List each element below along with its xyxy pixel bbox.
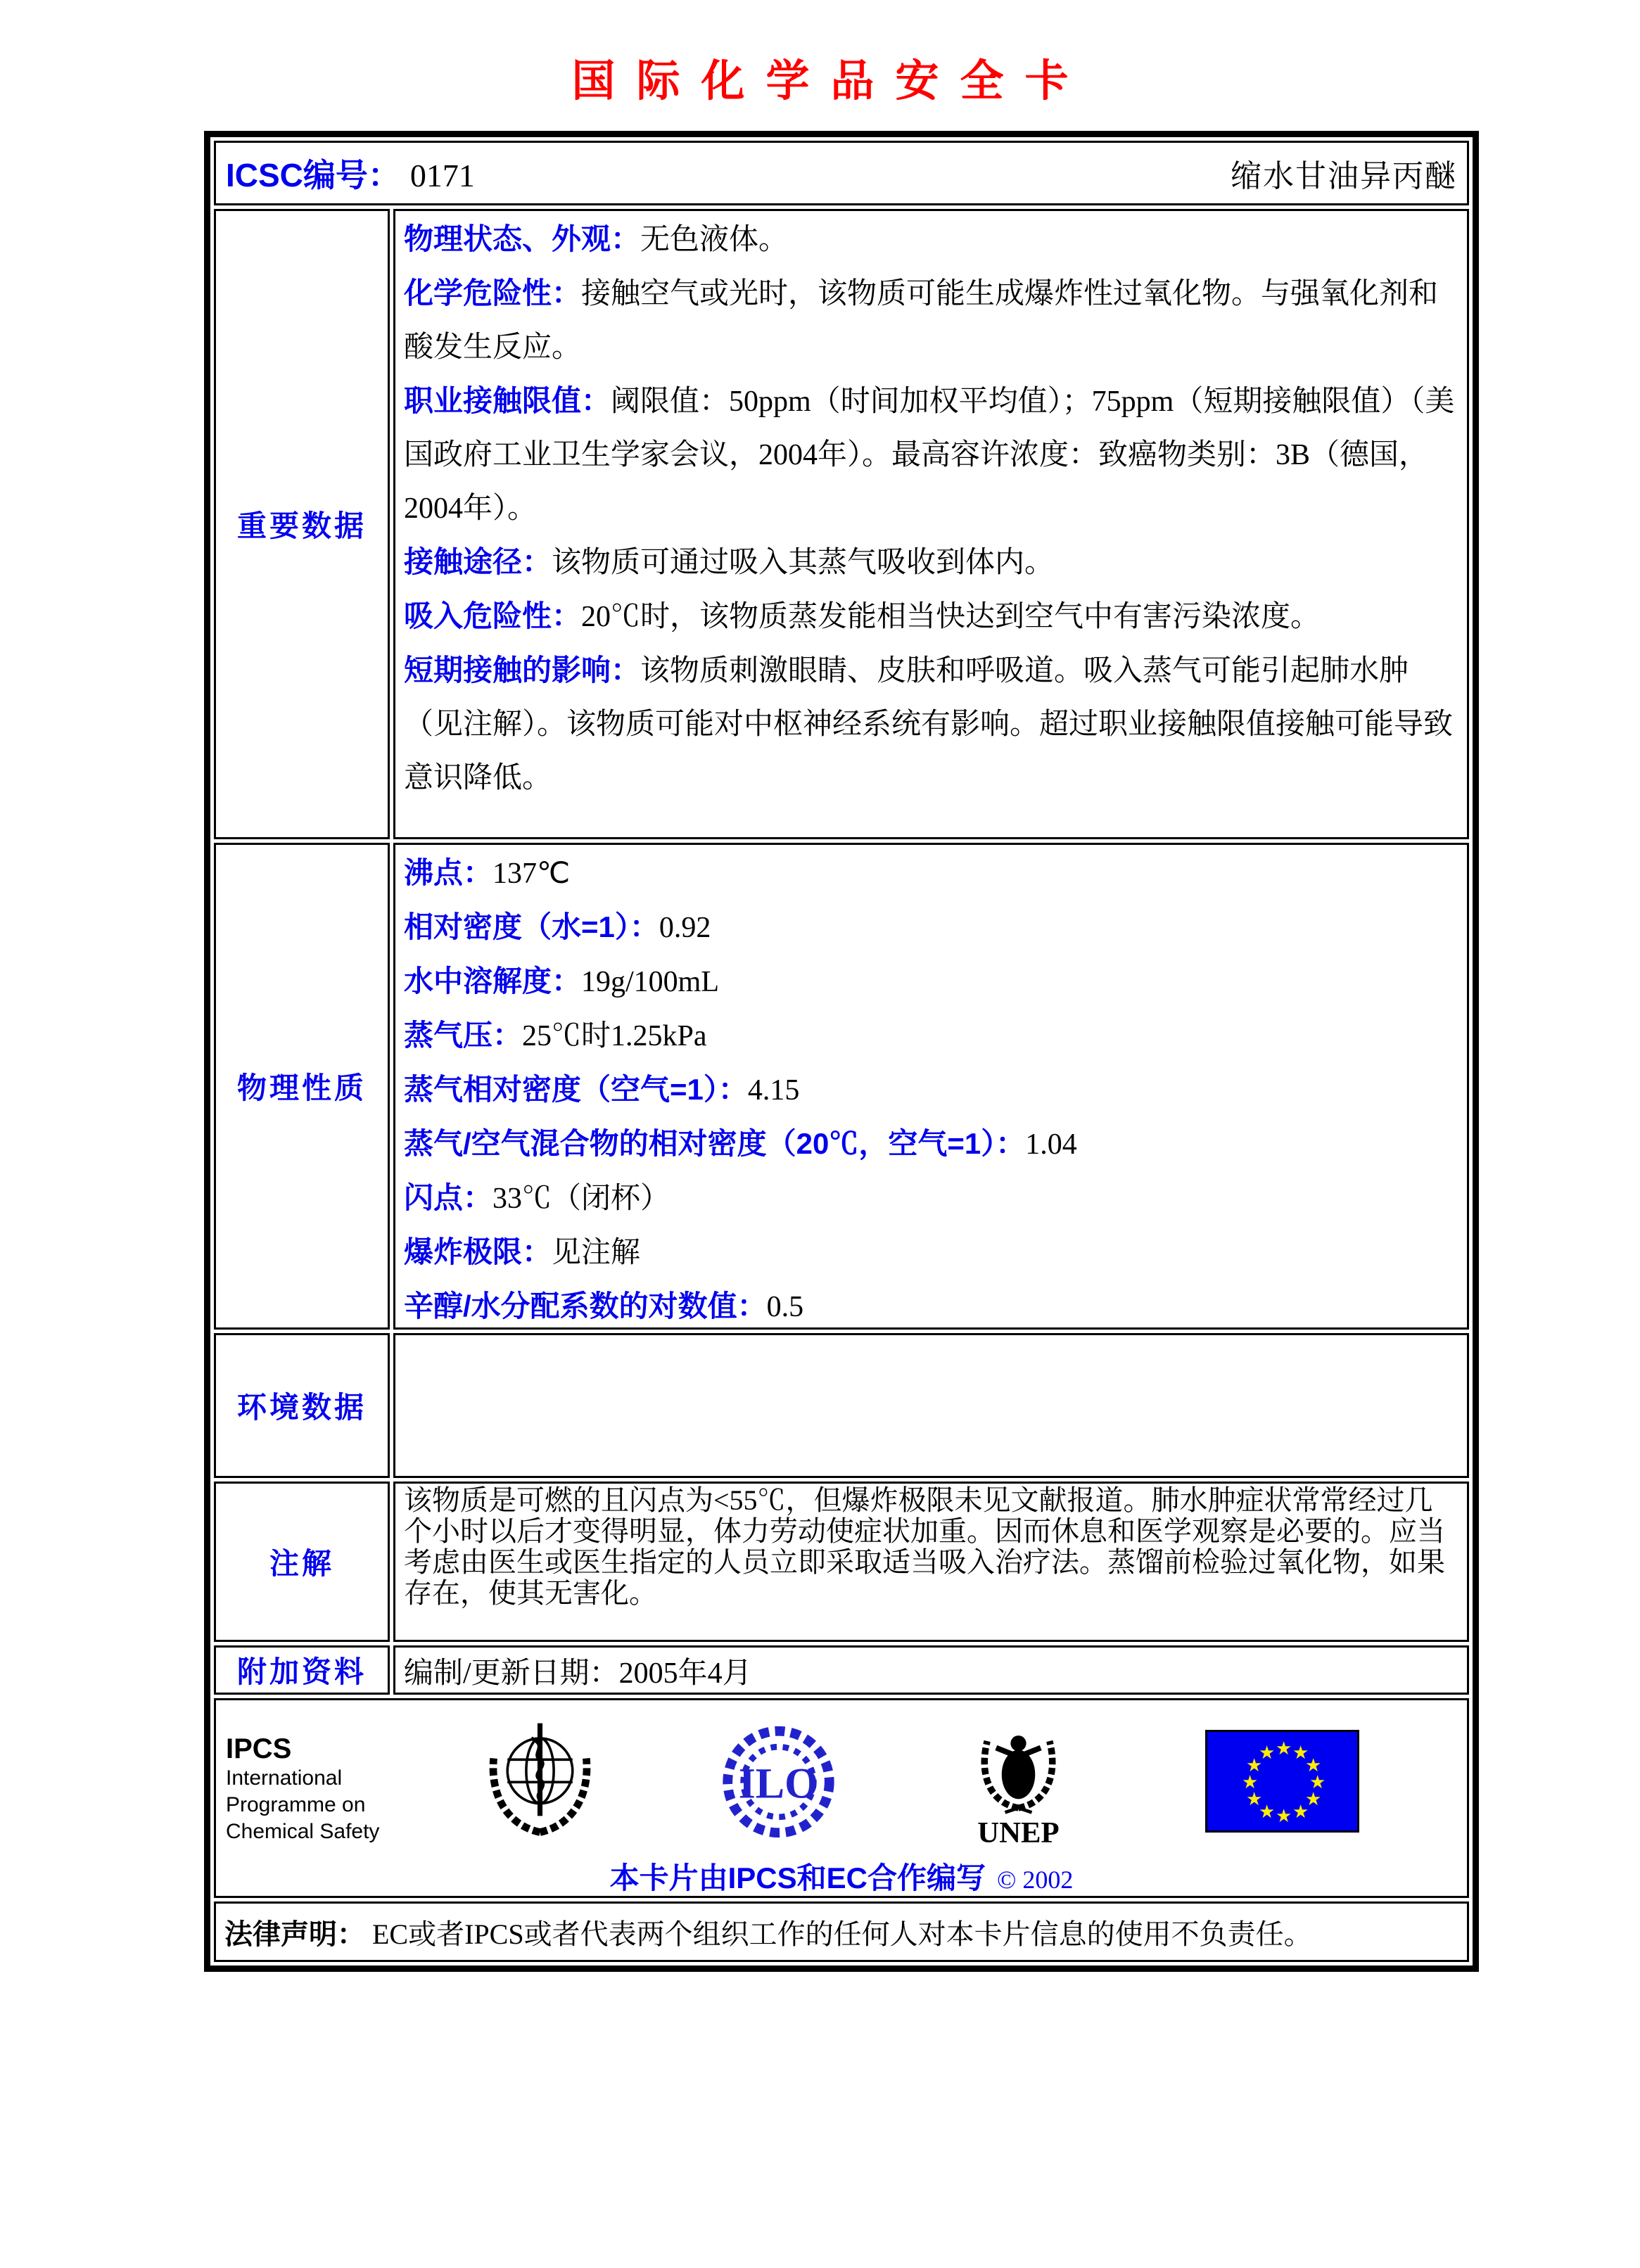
ipcs-line: Programme on — [226, 1793, 366, 1816]
physical-property-entry — [404, 1009, 1458, 1063]
important-data-entry — [404, 644, 1458, 805]
entry-label: 水中溶解度： — [404, 964, 582, 998]
unep-logo-icon — [957, 1714, 1080, 1848]
copyright-text: © 2002 — [997, 1866, 1074, 1894]
entry-text: 33℃（闭杯） — [492, 1183, 670, 1215]
unep-logo-text: UNEP — [977, 1816, 1060, 1848]
entry-label: 蒸气相对密度（空气=1）： — [404, 1073, 748, 1106]
important-data-entry — [404, 590, 1458, 644]
environmental-data-text — [395, 1335, 1467, 1476]
credit-text: 本卡片由IPCS和EC合作编写 — [609, 1861, 986, 1894]
ipcs-line: International — [226, 1766, 343, 1790]
important-data-entry — [404, 535, 1458, 590]
physical-property-entry — [404, 1171, 1458, 1225]
entry-label: 蒸气/空气混合物的相对密度（20℃，空气=1）： — [404, 1127, 1026, 1160]
entry-text: 20℃时，该物质蒸发能相当快达到空气中有害污染浓度。 — [581, 601, 1321, 633]
entry-label: 沸点： — [404, 856, 493, 889]
section-label-important-data: 重要数据 — [236, 509, 367, 542]
section-label-environmental-data: 环境数据 — [236, 1391, 367, 1424]
notes-content-cell — [393, 1482, 1469, 1642]
credit-line — [216, 1855, 1467, 1897]
entry-text: 1.04 — [1025, 1128, 1077, 1161]
physical-properties-label-cell — [214, 843, 390, 1330]
entry-label: 接触途径： — [404, 545, 552, 578]
additional-info-text: 编制/更新日期：2005年4月 — [404, 1657, 752, 1690]
additional-info-row — [214, 1645, 1469, 1695]
header-cell — [214, 141, 1469, 205]
section-label-physical-properties: 物理性质 — [236, 1071, 367, 1104]
notes-row — [214, 1482, 1469, 1642]
ilo-logo-text: ILO — [738, 1759, 819, 1808]
header-row — [214, 141, 1469, 205]
important-data-row — [214, 209, 1469, 839]
section-label-additional-info: 附加资料 — [236, 1655, 367, 1688]
important-data-entry — [404, 212, 1458, 267]
physical-property-entry — [404, 1063, 1458, 1117]
entry-label: 爆炸极限： — [404, 1235, 552, 1268]
physical-property-entry — [404, 900, 1458, 955]
entry-label: 辛醇/水分配系数的对数值： — [404, 1289, 767, 1323]
ipcs-abbr: IPCS — [226, 1733, 292, 1764]
legal-label: 法律声明： — [224, 1918, 365, 1950]
environmental-data-label-cell — [214, 1333, 390, 1478]
entry-label: 闪点： — [404, 1181, 493, 1214]
entry-text: 该物质刺激眼睛、皮肤和呼吸道。吸入蒸气可能引起肺水肿（见注解）。该物质可能对中枢神经系统有影响。超过职业接触限值接触可能导致意识降低。 — [404, 655, 1454, 794]
environmental-data-content-cell — [393, 1333, 1469, 1478]
important-data-entry — [404, 267, 1458, 374]
icsc-number-group — [226, 150, 475, 196]
eu-flag-icon: ★ ★ ★ ★ ★ ★ ★ ★ ★ ★ ★ ★ — [1205, 1730, 1359, 1833]
ipcs-line: Chemical Safety — [226, 1820, 380, 1843]
physical-properties-content-cell — [393, 843, 1469, 1330]
entry-label: 相对密度（水=1）： — [404, 910, 659, 943]
physical-property-entry — [404, 1225, 1458, 1280]
physical-properties-row — [214, 843, 1469, 1330]
entry-text: 19g/100mL — [581, 966, 720, 998]
icsc-number-value: 0171 — [409, 158, 475, 193]
entry-text: 0.92 — [659, 912, 711, 944]
icsc-number-label: ICSC编号： — [226, 157, 400, 193]
important-data-entry — [404, 374, 1458, 535]
entry-label: 蒸气压： — [404, 1019, 523, 1052]
entry-text: 25℃时1.25kPa — [522, 1020, 707, 1052]
physical-property-entry — [404, 1280, 1458, 1330]
footer-row — [214, 1698, 1469, 1898]
chemical-name: 缩水甘油异丙醚 — [1231, 159, 1457, 193]
section-label-notes: 注解 — [269, 1547, 334, 1580]
ipcs-text-block — [226, 1733, 379, 1845]
entry-text: 阈限值：50ppm（时间加权平均值）；75ppm（短期接触限值）（美国政府工业卫生学家会议，2004年）。最高容许浓度：致癌物类别：3B（德国，2004年）。 — [404, 386, 1455, 525]
entry-text: 4.15 — [747, 1074, 800, 1107]
icsc-card-table — [204, 131, 1479, 1972]
entry-text: 0.5 — [766, 1291, 804, 1323]
important-data-content-cell — [393, 209, 1469, 839]
additional-info-label-cell — [214, 1645, 390, 1695]
page-title: 国际化学品安全卡 — [571, 58, 1090, 106]
entry-label: 短期接触的影响： — [404, 654, 641, 687]
physical-property-entry — [404, 1117, 1458, 1171]
entry-label: 吸入危险性： — [404, 599, 582, 632]
legal-text: EC或者IPCS或者代表两个组织工作的任何人对本卡片信息的使用不负责任。 — [372, 1918, 1312, 1950]
entry-text: 接触空气或光时，该物质可能生成爆炸性过氧化物。与强氧化剂和酸发生反应。 — [404, 278, 1439, 364]
ilo-logo-icon — [713, 1721, 844, 1842]
notes-label-cell — [214, 1482, 390, 1642]
entry-text: 该物质可通过吸入其蒸气吸收到体内。 — [552, 547, 1055, 579]
entry-label: 职业接触限值： — [404, 384, 611, 417]
notes-text: 该物质是可燃的且闪点为<55℃，但爆炸极限未见文献报道。肺水肿症状常常经过几个小时以后才变得明显，体力劳动使症状加重。因而休息和医学观察是必要的。应当考虑由医生或医生指定的人员立即采取适当吸入治疗法。蒸馏前检验过氧化物，如果存在，使其无害化。 — [404, 1484, 1445, 1609]
additional-info-content-cell — [393, 1645, 1469, 1695]
entry-text: 见注解 — [552, 1237, 641, 1269]
footer-cell — [214, 1698, 1469, 1898]
entry-text: 137℃ — [492, 858, 571, 890]
entry-text: 无色液体。 — [640, 224, 789, 256]
entry-label: 化学危险性： — [404, 276, 582, 310]
physical-property-entry — [404, 846, 1458, 900]
environmental-data-row — [214, 1333, 1469, 1478]
legal-cell — [214, 1901, 1469, 1962]
who-logo-icon — [474, 1716, 606, 1841]
legal-row — [214, 1901, 1469, 1962]
entry-label: 物理状态、外观： — [404, 222, 641, 255]
physical-property-entry — [404, 955, 1458, 1009]
important-data-label-cell — [214, 209, 390, 839]
